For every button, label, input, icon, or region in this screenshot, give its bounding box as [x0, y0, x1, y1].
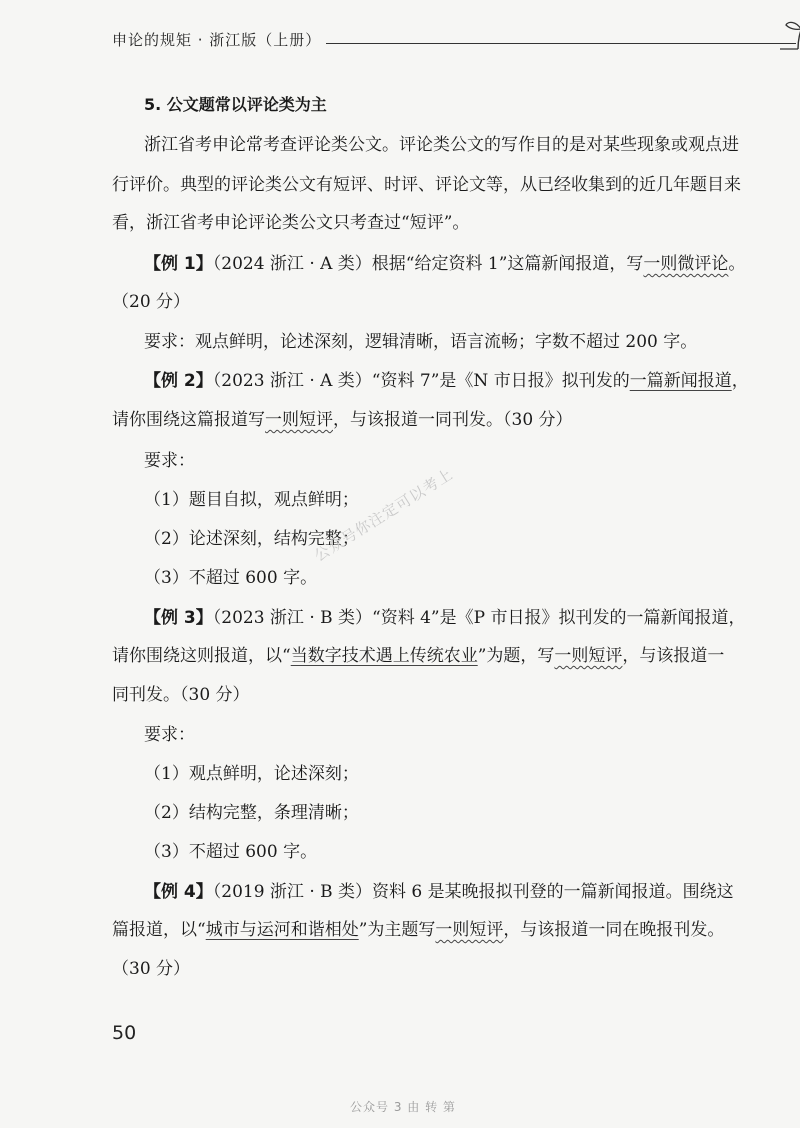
book-title: 申论的规矩 · 浙江版（上册）: [112, 31, 322, 49]
example-1-line-1: [144, 253, 746, 275]
example-1-text: （2024 浙江 · A 类）根据“给定资料 1”这篇新闻报道，写: [212, 254, 644, 274]
example-4-emphasis: 一则短评: [435, 920, 504, 940]
example-3-text: （2023 浙江 · B 类）“资料 4”是《P 市日报》拟刊发的一篇新闻报道，: [212, 608, 746, 628]
example-3-text-2: 请你围绕这则报道，以“: [112, 646, 291, 666]
example-2-underlined: 一篇新闻报道: [629, 371, 732, 391]
example-4-text-3: ”为主题写: [358, 920, 436, 940]
example-4-tag: 【例 4】: [144, 882, 213, 902]
example-4-text-4: ，与该报道一同在晚报刊发。: [503, 920, 725, 940]
running-header: [112, 27, 712, 55]
intro-line-3: 看，浙江省考申论评论类公文只考查过“短评”。: [112, 213, 470, 233]
example-3-text-4: ，与该报道一: [622, 646, 725, 666]
example-3-req-3: （3）不超过 600 字。: [144, 842, 318, 862]
example-2-text-2: 请你围绕这篇报道写: [112, 410, 265, 430]
example-2-req-2: （2）论述深刻，结构完整；: [144, 529, 359, 549]
example-3-req-2: （2）结构完整，条理清晰；: [144, 803, 359, 823]
example-4-text: （2019 浙江 · B 类）资料 6 是某晚报拟刊登的一篇新闻报道。围绕这: [212, 882, 734, 902]
example-4-line-1: [144, 881, 734, 903]
example-1-tag: 【例 1】: [144, 254, 213, 274]
example-3-req-label: 要求：: [144, 725, 195, 745]
example-3-emphasis: 一则短评: [554, 646, 623, 666]
example-3-req-1: （1）观点鲜明，论述深刻；: [144, 764, 359, 784]
example-2-punct: ，: [731, 371, 749, 391]
example-2-emphasis: 一则短评: [265, 410, 333, 430]
example-3-underlined: 当数字技术遇上传统农业: [290, 646, 478, 666]
example-2-line-2: [112, 409, 712, 431]
example-2-text: （2023 浙江 · A 类）“资料 7”是《N 市日报》拟刊发的: [212, 371, 630, 391]
example-3-text-3: ”为题，写: [477, 646, 555, 666]
example-1-requirement: 要求：观点鲜明，论述深刻，逻辑清晰，语言流畅；字数不超过 200 字。: [144, 332, 698, 352]
intro-line-2: 行评价。典型的评论类公文有短评、时评、评论文等，从已经收集到的近几年题目来: [112, 175, 741, 195]
footer-watermark: 公众号 3 由 转 第: [350, 1100, 456, 1114]
example-3-line-3: 同刊发。（30 分）: [112, 685, 250, 705]
example-3-line-2: [112, 645, 725, 667]
example-4-text-2: 篇报道，以“: [112, 920, 206, 940]
section-heading: 5. 公文题常以评论类为主: [144, 95, 327, 114]
example-2-tag: 【例 2】: [144, 371, 213, 391]
example-2-req-1: （1）题目自拟，观点鲜明；: [144, 490, 359, 510]
example-2-req-label: 要求：: [144, 451, 195, 471]
watermark-text: 公众号你注定可以考上: [311, 464, 457, 565]
example-2-req-3: （3）不超过 600 字。: [144, 568, 318, 588]
example-3-line-1: [144, 607, 746, 629]
example-4-line-2: [112, 919, 725, 941]
example-1-emphasis: 一则微评论: [643, 254, 729, 274]
example-1-line-2: （20 分）: [112, 292, 191, 312]
header-rule: [326, 43, 796, 44]
example-2-line-1: [144, 370, 749, 392]
page-number: 50: [112, 1022, 137, 1044]
example-4-underlined: 城市与运河和谐相处: [205, 920, 359, 940]
example-2-text-3: ，与该报道一同刊发。（30 分）: [333, 410, 573, 430]
sprout-icon: [778, 15, 800, 51]
example-3-tag: 【例 3】: [144, 608, 213, 628]
intro-line-1: 浙江省考申论常考查评论类公文。评论类公文的写作目的是对某些现象或观点进: [144, 135, 739, 155]
example-1-punct: 。: [728, 254, 746, 274]
example-4-line-3: （30 分）: [112, 959, 191, 979]
